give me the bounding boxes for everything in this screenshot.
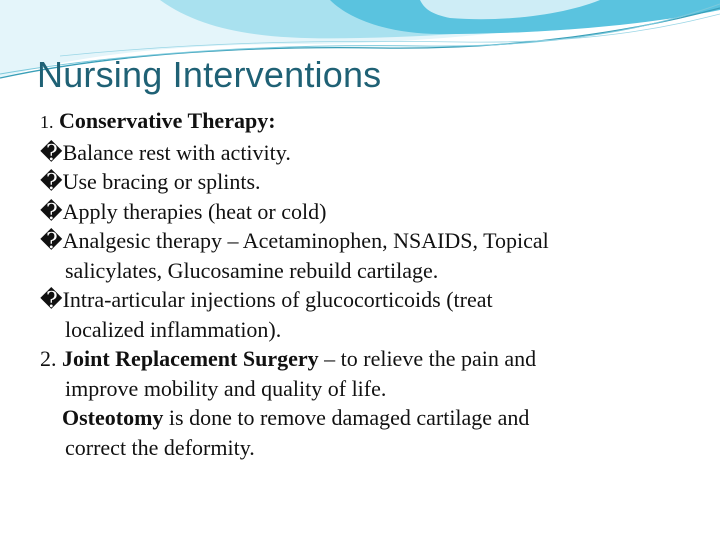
bullet-item: [40, 226, 705, 256]
bullet-text: Use bracing or splints.: [62, 169, 261, 194]
bullet-glyph: �: [40, 287, 63, 312]
bullet-text: Balance rest with activity.: [62, 139, 291, 165]
bullet-item: [40, 285, 705, 315]
bullet-text: Apply therapies (heat or cold): [62, 198, 327, 224]
item-1-heading: Conservative Therapy:: [59, 108, 276, 133]
bullet-glyph: �: [40, 198, 63, 224]
bullet-continuation: localized inflammation).: [65, 316, 282, 342]
bullet-item: [40, 167, 705, 197]
item-2-number: 2.: [40, 346, 57, 371]
item-2-line: [40, 344, 705, 374]
osteotomy-continuation: correct the deformity.: [65, 434, 255, 460]
bullet-continuation: salicylates, Glucosamine rebuild cartilage.: [65, 257, 439, 283]
bullet-item: [40, 197, 705, 227]
slide-title: Nursing Interventions: [37, 54, 382, 95]
bullet-text: Intra-articular injections of glucocorticoids (treat: [62, 287, 493, 312]
osteotomy-line: [40, 403, 705, 433]
bullet-glyph: �: [40, 139, 63, 165]
item-1-number: 1.: [40, 112, 54, 132]
bullet-item: [40, 138, 705, 168]
slide-content: [40, 106, 705, 462]
bullet-glyph: �: [40, 169, 63, 194]
item-2-continuation: improve mobility and quality of life.: [65, 375, 387, 401]
osteotomy-heading: Osteotomy: [62, 405, 164, 430]
bullet-glyph: �: [40, 228, 63, 253]
item-1-line: [40, 106, 705, 138]
bullet-text: Analgesic therapy – Acetaminophen, NSAIDS, Topical: [62, 228, 549, 253]
item-2-heading: Joint Replacement Surgery: [62, 346, 319, 371]
osteotomy-text: is done to remove damaged cartilage and: [163, 405, 530, 430]
item-2-text: – to relieve the pain and: [318, 346, 537, 371]
